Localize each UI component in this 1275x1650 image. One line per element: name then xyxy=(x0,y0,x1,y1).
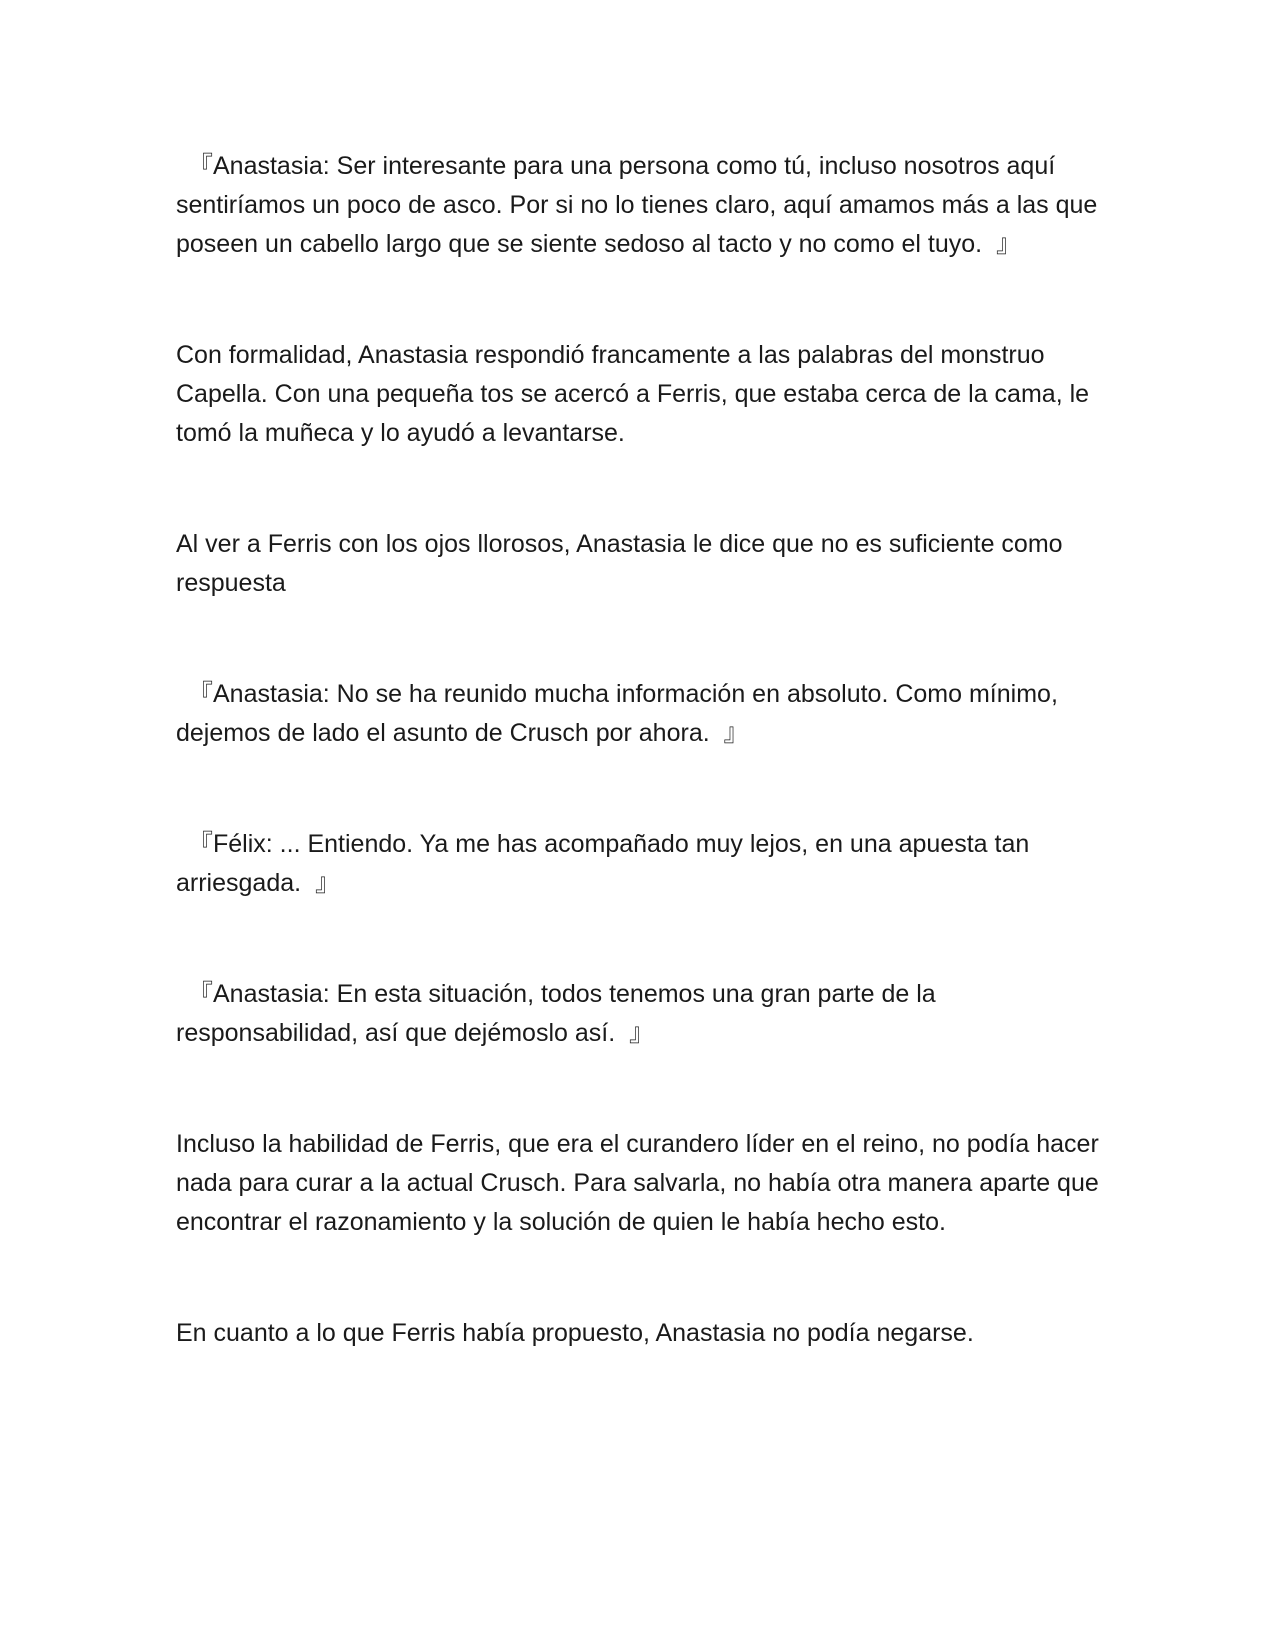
paragraph-narration-3: Incluso la habilidad de Ferris, que era el curandero líder en el reino, no podía hacer nada para curar a la actual Crusch. Para salvarla, no había otra manera aparte que encontrar el razonamiento y la solución de quien le había hecho esto. xyxy=(176,1130,1099,1236)
paragraph-narration-4: En cuanto a lo que Ferris había propuesto, Anastasia no podía negarse. xyxy=(176,1319,974,1347)
paragraph-dialogue-anastasia-1: 『Anastasia: Ser interesante para una persona como tú, incluso nosotros aquí sentiríamos un poco de asco. Por si no lo tienes claro, aquí amamos más a las que poseen un cabello largo que se siente sedoso al tacto y no como el tuyo. 』 xyxy=(176,152,1098,258)
paragraph-dialogue-felix: 『Félix: ... Entiendo. Ya me has acompañado muy lejos, en una apuesta tan arriesgada. 』 xyxy=(176,830,1030,897)
paragraph-dialogue-anastasia-3: 『Anastasia: En esta situación, todos tenemos una gran parte de la responsabilidad, así que dejémoslo así. 』 xyxy=(176,980,936,1047)
paragraph-narration-1: Con formalidad, Anastasia respondió francamente a las palabras del monstruo Capella. Con una pequeña tos se acercó a Ferris, que estaba cerca de la cama, le tomó la muñeca y lo ayudó a levantarse. xyxy=(176,341,1090,447)
paragraph-dialogue-anastasia-2: 『Anastasia: No se ha reunido mucha información en absoluto. Como mínimo, dejemos de lado el asunto de Crusch por ahora. 』 xyxy=(176,680,1058,747)
document-body xyxy=(176,147,1106,1353)
paragraph-narration-2: Al ver a Ferris con los ojos llorosos, Anastasia le dice que no es suficiente como respuesta xyxy=(176,530,1063,597)
